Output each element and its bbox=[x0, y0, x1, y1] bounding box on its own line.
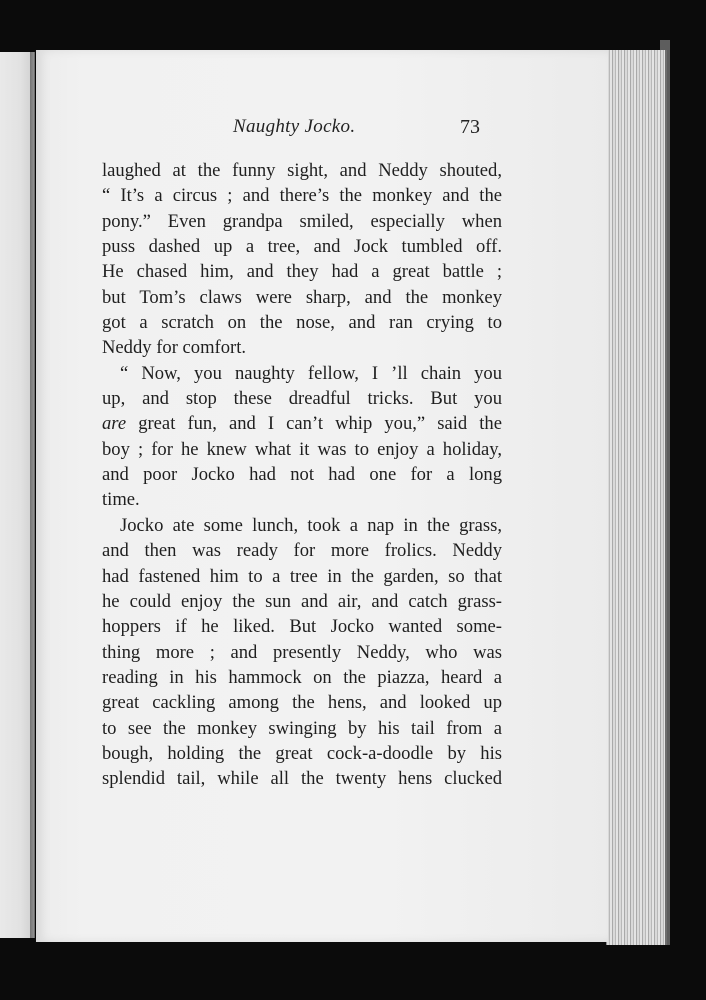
text-line: Neddy for comfort. bbox=[102, 337, 247, 359]
emphasis-word: are bbox=[102, 413, 127, 435]
text-line: great cackling among the hens, and looked up bbox=[102, 692, 502, 714]
text-line: “ Now, you naughty fellow, I ’ll chain you bbox=[120, 362, 502, 384]
text-line: pony.” Even grandpa smiled, especially when bbox=[102, 210, 502, 232]
body-text bbox=[102, 158, 502, 792]
text-line: up, and stop these dreadful tricks. But you bbox=[102, 388, 502, 410]
text-line: splendid tail, while all the twenty hens clucked bbox=[102, 768, 502, 790]
text-line: laughed at the funny sight, and Neddy shouted, bbox=[102, 160, 502, 181]
text-line bbox=[102, 411, 502, 436]
text-line: he could enjoy the sun and air, and catch grass- bbox=[102, 590, 502, 612]
text-line: He chased him, and they had a great battle ; bbox=[102, 261, 502, 283]
running-title: Naughty Jocko. bbox=[233, 116, 356, 137]
text-line: but Tom’s claws were sharp, and the monkey bbox=[102, 286, 502, 308]
page-stack-edges bbox=[606, 50, 667, 945]
text-line: “ It’s a circus ; and there’s the monkey and the bbox=[102, 185, 502, 207]
text-line: and then was ready for more frolics. Neddy bbox=[102, 540, 502, 562]
text-line: bough, holding the great cock-a-doodle by his bbox=[102, 742, 502, 764]
text-line: time. bbox=[102, 489, 140, 511]
text-line: Jocko ate some lunch, took a nap in the grass, bbox=[120, 514, 502, 536]
text-line: got a scratch on the nose, and ran crying to bbox=[102, 312, 502, 334]
text-line: reading in his hammock on the piazza, heard a bbox=[102, 666, 502, 688]
text-line: and poor Jocko had not had one for a long bbox=[102, 464, 502, 486]
text-line: to see the monkey swinging by his tail from a bbox=[102, 717, 502, 739]
text-line: puss dashed up a tree, and Jock tumbled off. bbox=[102, 236, 502, 258]
text-line: boy ; for he knew what it was to enjoy a holiday, bbox=[102, 438, 502, 460]
page-number: 73 bbox=[460, 116, 480, 138]
text-line: thing more ; and presently Neddy, who was bbox=[102, 641, 502, 663]
text-line: hoppers if he liked. But Jocko wanted some- bbox=[102, 616, 502, 638]
running-head bbox=[0, 112, 706, 142]
text-fragment: great fun, and I can’t whip you,” said the bbox=[126, 413, 502, 435]
text-line: had fastened him to a tree in the garden, so that bbox=[102, 565, 502, 587]
